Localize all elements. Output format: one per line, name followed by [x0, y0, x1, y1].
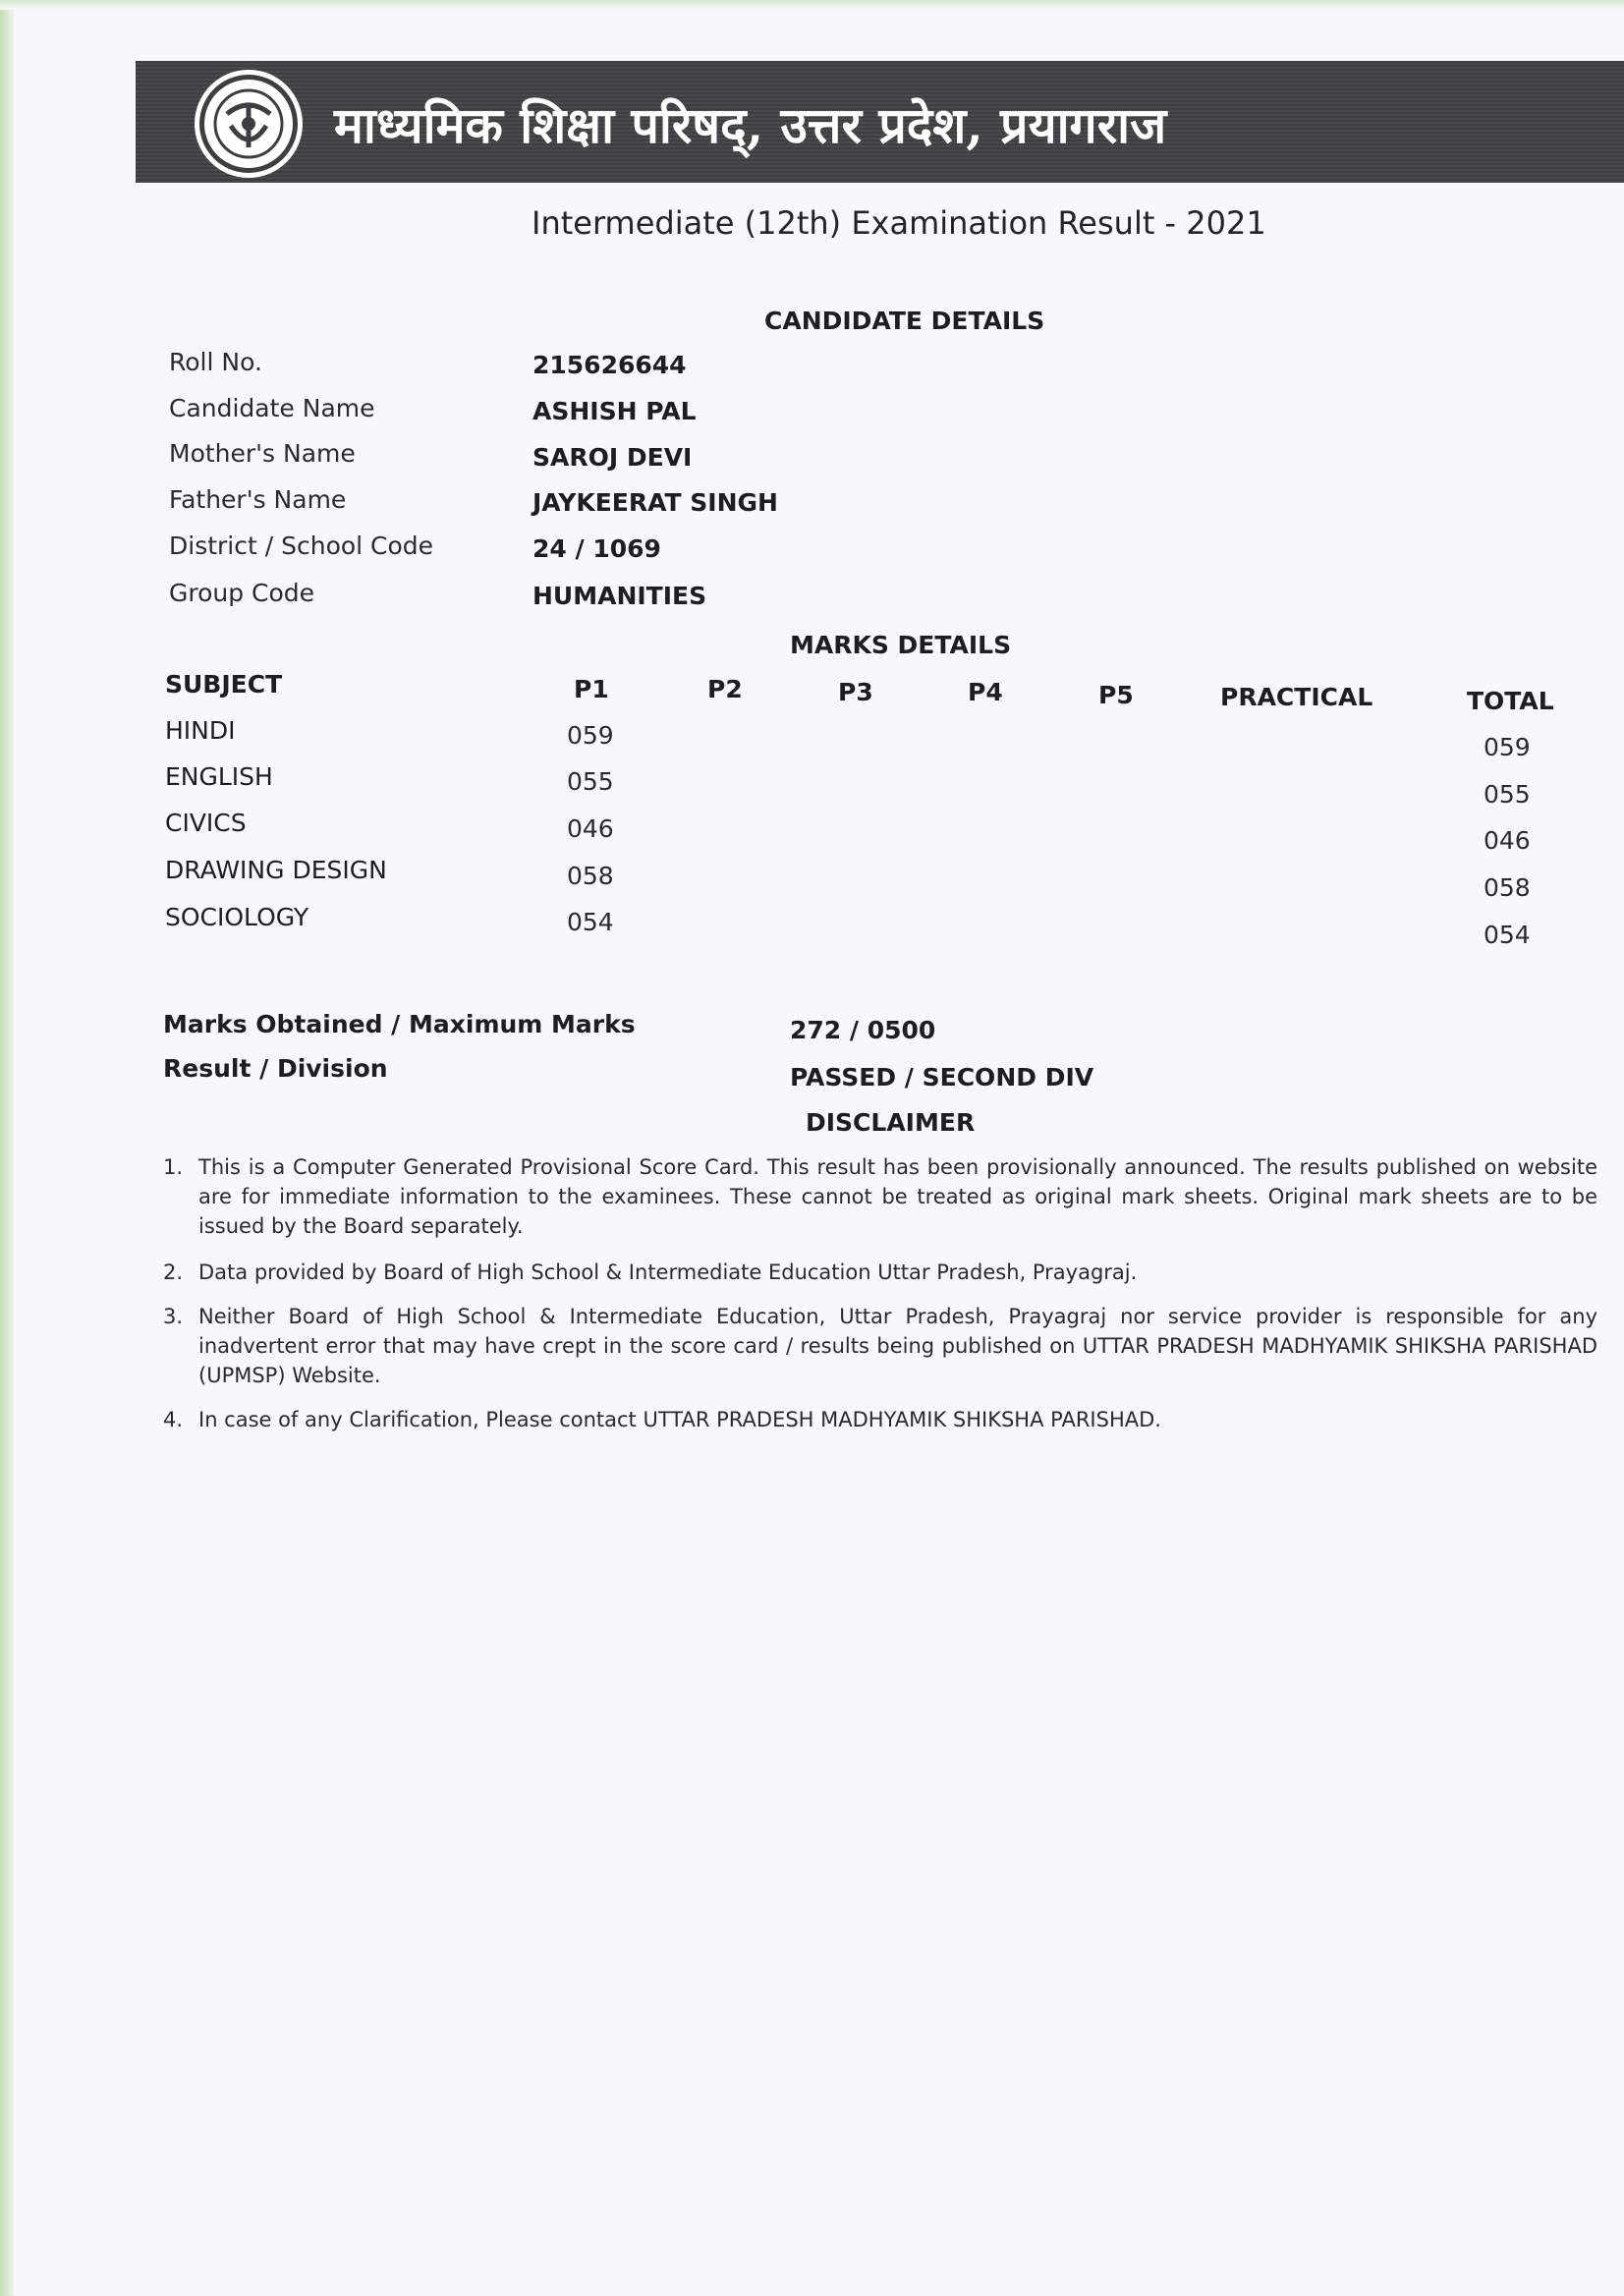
candidate-name-label: Candidate Name: [169, 394, 375, 422]
total-mark: 046: [1484, 826, 1531, 855]
item-text: Neither Board of High School & Intermediate Education, Uttar Pradesh, Prayagraj nor service provider is responsible for any inadvertent error that may have crept in the score card / results being published on UTTAR PRADESH MADHYAMIK SHIKSHA PARISHAD (UPMSP) Website.: [198, 1305, 1597, 1387]
group-code-label: Group Code: [169, 579, 315, 607]
roll-no-value: 215626644: [532, 351, 687, 379]
scan-edge: [0, 0, 14, 2296]
col-p3: P3: [838, 678, 873, 706]
list-item: [163, 1258, 1597, 1287]
candidate-details-heading: CANDIDATE DETAILS: [764, 307, 1045, 335]
col-p5: P5: [1098, 681, 1134, 709]
list-item: [163, 1302, 1597, 1390]
p1-mark: 054: [567, 908, 614, 936]
col-subject: SUBJECT: [165, 670, 283, 699]
up-government-seal-icon: [192, 67, 306, 181]
subject-name: DRAWING DESIGN: [165, 856, 387, 884]
list-item: [163, 1405, 1597, 1434]
p1-mark: 046: [567, 814, 614, 843]
p1-mark: 058: [567, 862, 614, 890]
total-mark: 059: [1484, 733, 1531, 761]
list-item: [163, 1152, 1597, 1241]
subject-name: HINDI: [165, 716, 236, 745]
district-school-code-label: District / School Code: [169, 532, 434, 560]
total-mark: 054: [1484, 921, 1531, 949]
total-mark: 058: [1484, 873, 1531, 902]
result-division-value: PASSED / SECOND DIV: [790, 1063, 1094, 1092]
col-p2: P2: [707, 675, 743, 703]
item-number: 3.: [163, 1305, 184, 1328]
marks-obtained-label: Marks Obtained / Maximum Marks: [163, 1010, 636, 1038]
subject-name: ENGLISH: [165, 762, 273, 791]
item-number: 1.: [163, 1155, 184, 1179]
mothers-name-value: SAROJ DEVI: [532, 443, 693, 472]
result-division-label: Result / Division: [163, 1054, 388, 1083]
group-code-value: HUMANITIES: [532, 582, 707, 610]
col-p1: P1: [574, 675, 609, 703]
item-text: This is a Computer Generated Provisional Score Card. This result has been provisionally announced. The results published on website are for immediate information to the examinees. These cannot be treated as original mark sheets. Original mark sheets are to be issued by the Board separately.: [198, 1155, 1597, 1238]
scan-edge-top: [0, 0, 1624, 10]
total-mark: 055: [1484, 780, 1531, 809]
disclaimer-heading: DISCLAIMER: [806, 1108, 976, 1137]
fathers-name-value: JAYKEERAT SINGH: [532, 488, 778, 517]
item-text: Data provided by Board of High School & Intermediate Education Uttar Pradesh, Prayagraj.: [198, 1260, 1138, 1284]
subject-name: SOCIOLOGY: [165, 903, 309, 931]
item-text: In case of any Clarification, Please contact UTTAR PRADESH MADHYAMIK SHIKSHA PARISHAD.: [198, 1408, 1161, 1431]
marks-details-heading: MARKS DETAILS: [790, 631, 1012, 659]
p1-mark: 059: [567, 721, 614, 750]
fathers-name-label: Father's Name: [169, 485, 347, 514]
exam-title: Intermediate (12th) Examination Result - 2021: [532, 204, 1266, 242]
subject-name: CIVICS: [165, 809, 247, 837]
item-number: 2.: [163, 1260, 184, 1284]
p1-mark: 055: [567, 767, 614, 796]
candidate-name-value: ASHISH PAL: [532, 397, 697, 425]
board-name-hindi: माध्यमिक शिक्षा परिषद्, उत्तर प्रदेश, प्रयागराज: [334, 96, 1167, 154]
item-number: 4.: [163, 1408, 184, 1431]
marks-obtained-value: 272 / 0500: [790, 1016, 936, 1044]
roll-no-label: Roll No.: [169, 348, 262, 376]
col-p4: P4: [968, 678, 1003, 706]
col-practical: PRACTICAL: [1220, 683, 1373, 711]
mothers-name-label: Mother's Name: [169, 439, 356, 468]
col-total: TOTAL: [1467, 687, 1554, 715]
district-school-code-value: 24 / 1069: [532, 534, 661, 563]
